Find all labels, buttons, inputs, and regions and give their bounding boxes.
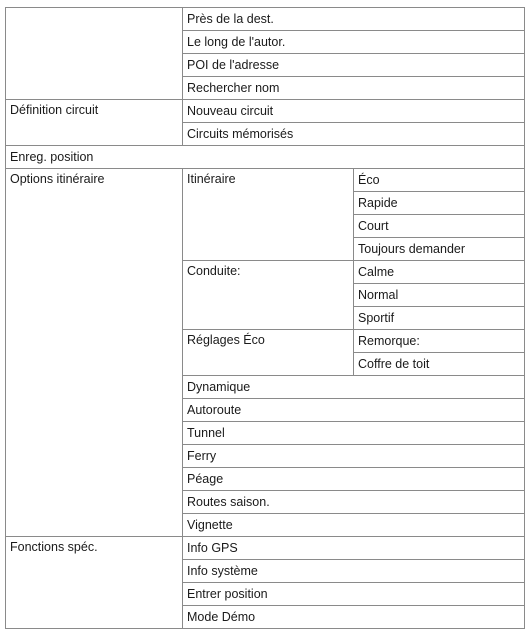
option-always-ask[interactable]: Toujours demander: [354, 238, 525, 261]
table-row: [6, 8, 525, 31]
itinerary-label: Itinéraire: [183, 169, 354, 261]
menu-item-dynamic[interactable]: Dynamique: [183, 376, 525, 399]
menu-item-gps-info[interactable]: Info GPS: [183, 537, 525, 560]
option-normal[interactable]: Normal: [354, 284, 525, 307]
option-sporty[interactable]: Sportif: [354, 307, 525, 330]
table-row: [6, 146, 525, 169]
destination-group-cell: [6, 8, 183, 100]
menu-item-toll[interactable]: Péage: [183, 468, 525, 491]
option-roof-box[interactable]: Coffre de toit: [354, 353, 525, 376]
option-short[interactable]: Court: [354, 215, 525, 238]
menu-item-poi-address[interactable]: POI de l'adresse: [183, 54, 525, 77]
driving-label: Conduite:: [183, 261, 354, 330]
route-options-label: Options itinéraire: [6, 169, 183, 537]
table-row: [6, 537, 525, 560]
menu-item-along-motorway[interactable]: Le long de l'autor.: [183, 31, 525, 54]
menu-item-tunnel[interactable]: Tunnel: [183, 422, 525, 445]
menu-item-save-position[interactable]: Enreg. position: [6, 146, 525, 169]
option-trailer[interactable]: Remorque:: [354, 330, 525, 353]
eco-settings-label: Réglages Éco: [183, 330, 354, 376]
table-row: [6, 100, 525, 123]
menu-item-demo-mode[interactable]: Mode Démo: [183, 606, 525, 629]
menu-item-seasonal-roads[interactable]: Routes saison.: [183, 491, 525, 514]
table-row: [6, 169, 525, 192]
option-fast[interactable]: Rapide: [354, 192, 525, 215]
menu-item-saved-circuits[interactable]: Circuits mémorisés: [183, 123, 525, 146]
menu-item-search-name[interactable]: Rechercher nom: [183, 77, 525, 100]
option-calm[interactable]: Calme: [354, 261, 525, 284]
menu-item-motorway[interactable]: Autoroute: [183, 399, 525, 422]
circuit-definition-label: Définition circuit: [6, 100, 183, 146]
option-eco[interactable]: Éco: [354, 169, 525, 192]
menu-item-system-info[interactable]: Info système: [183, 560, 525, 583]
special-functions-label: Fonctions spéc.: [6, 537, 183, 629]
menu-item-near-destination[interactable]: Près de la dest.: [183, 8, 525, 31]
navigation-menu-table: [5, 7, 525, 629]
menu-item-new-circuit[interactable]: Nouveau circuit: [183, 100, 525, 123]
menu-item-vignette[interactable]: Vignette: [183, 514, 525, 537]
menu-item-ferry[interactable]: Ferry: [183, 445, 525, 468]
menu-item-enter-position[interactable]: Entrer position: [183, 583, 525, 606]
